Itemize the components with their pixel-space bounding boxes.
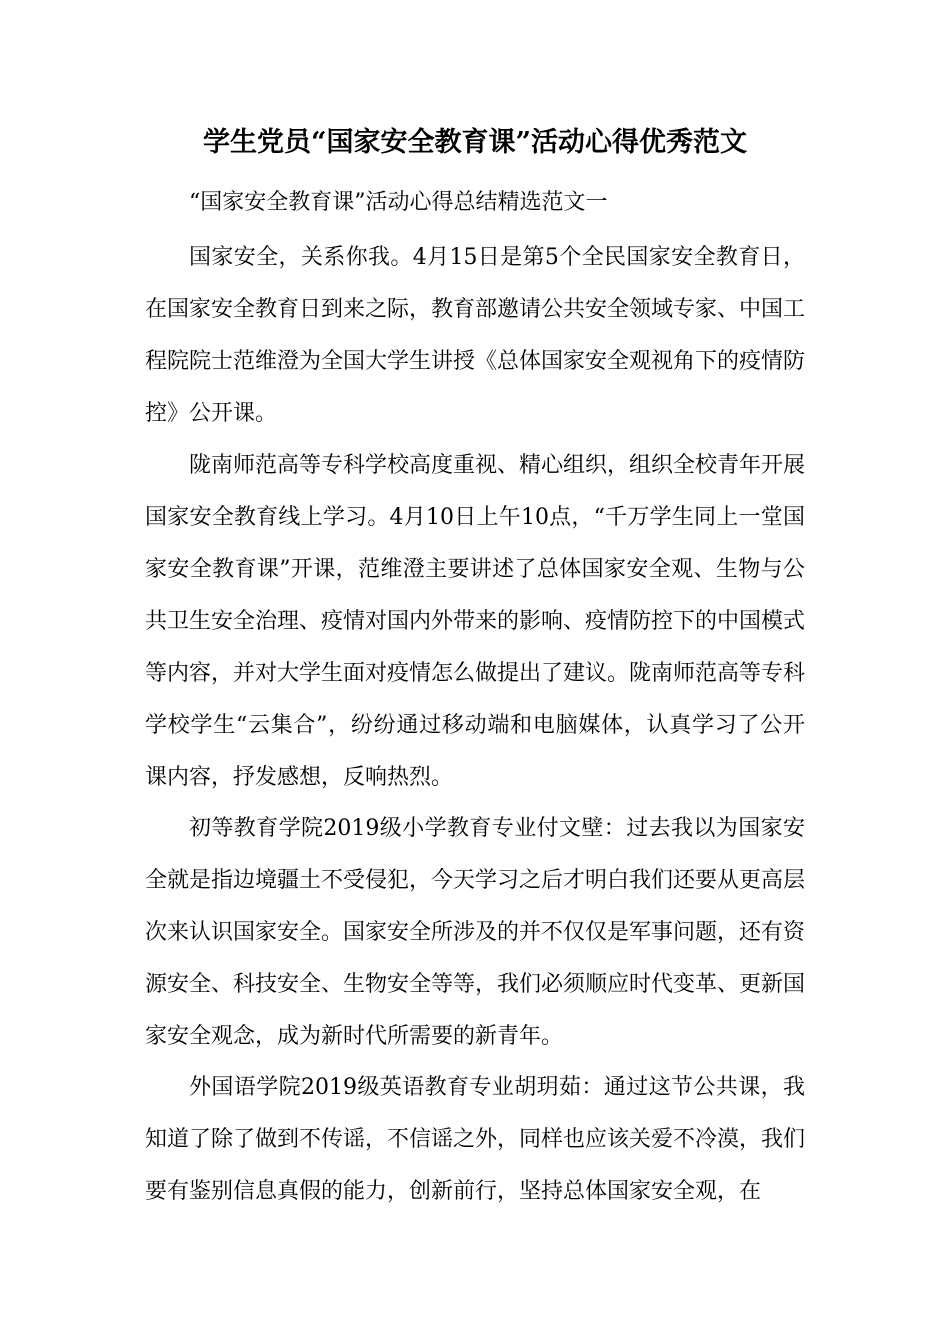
- paragraph-4: 外国语学院2019级英语教育专业胡玥茹：通过这节公共课，我知道了除了做到不传谣，不信谣之外，同样也应该关爱不冷漠，我们要有鉴别信息真假的能力，创新前行，坚持总体国家安全观，在: [145, 1075, 806, 1204]
- paragraph-3: 初等教育学院2019级小学教育专业付文壁：过去我以为国家安全就是指边境疆土不受侵犯，今天学习之后才明白我们还要从更高层次来认识国家安全。国家安全所涉及的并不仅仅是军事问题，还有资源安全、科技安全、生物安全等等，我们必须顺应时代变革、更新国家安全观念，成为新时代所需要的新青年。: [145, 816, 806, 1049]
- paragraph-2: 陇南师范高等专科学校高度重视、精心组织，组织全校青年开展国家安全教育线上学习。4月10日上午10点，“千万学生同上一堂国家安全教育课”开课，范维澄主要讲述了总体国家安全观、生物与公共卫生安全治理、疫情对国内外带来的影响、疫情防控下的中国模式等内容，并对大学生面对疫情怎么做提出了建议。陇南师范高等专科学校学生“云集合”，纷纷通过移动端和电脑媒体，认真学习了公开课内容，抒发感想，反响热烈。: [145, 453, 806, 790]
- document-title: 学生党员“国家安全教育课”活动心得优秀范文: [202, 127, 748, 158]
- document-subtitle: “国家安全教育课”活动心得总结精选范文一: [189, 190, 608, 215]
- paragraph-1: 国家安全，关系你我。4月15日是第5个全民国家安全教育日，在国家安全教育日到来之际，教育部邀请公共安全领域专家、中国工程院院士范维澄为全国大学生讲授《总体国家安全观视角下的疫情防控》公开课。: [145, 245, 806, 426]
